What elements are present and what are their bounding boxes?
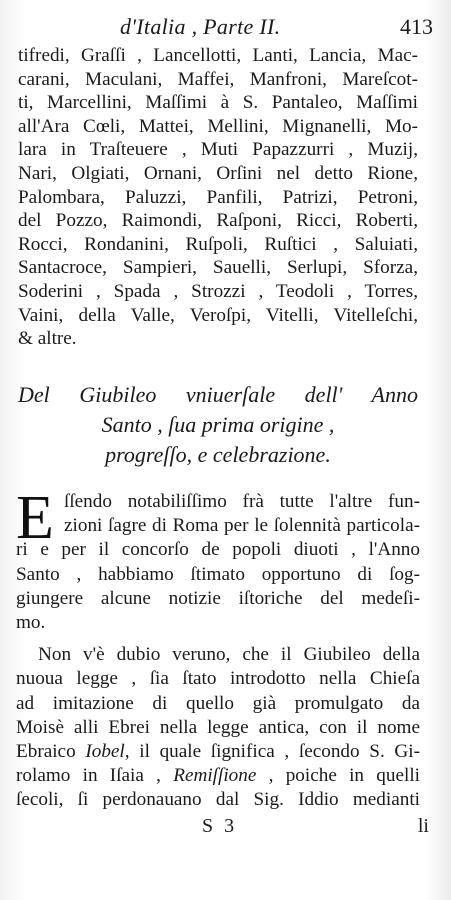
paragraph-line: zioni ſagre di Roma per le ſolennità particola-: [64, 515, 420, 537]
line-text: Ebraico: [16, 740, 86, 762]
text-line: Vaini, della Valle, Veroſpi, Vitelli, Vitelleſchi,: [18, 304, 418, 326]
running-head: d'Italia , Parte II.: [120, 14, 281, 39]
page-header: [16, 14, 433, 40]
text-line: tifredi, Graſſi , Lancellotti, Lanti, Lancia, Mac-: [18, 45, 418, 66]
line-text: rolamo in Iſaia ,: [16, 765, 174, 787]
text-line: lara in Traſteuere , Muti Papazzurri , Muzij,: [18, 139, 418, 161]
body-text: [16, 484, 420, 812]
text-line: carani, Maculani, Maffei, Manfroni, Mareſcot-: [18, 68, 418, 90]
paragraph-line: [16, 740, 420, 764]
italic-term: Iobel: [85, 740, 125, 762]
paragraph-line: [16, 764, 420, 788]
text-line: & altre.: [18, 328, 77, 350]
page-footer: [18, 815, 433, 841]
text-line: del Pozzo, Raimondi, Raſponi, Ricci, Roberti,: [18, 210, 418, 232]
drop-cap: E: [16, 484, 54, 552]
heading-line: progreſſo, e celebrazione.: [105, 442, 331, 467]
text-line: Soderini , Spada , Strozzi , Teodoli , Torres,: [18, 280, 418, 302]
page-number: 413: [400, 14, 433, 39]
heading-line: Del Giubileo vniuerſale dell' Anno: [18, 382, 418, 407]
families-list: [18, 44, 418, 351]
catchword: li: [417, 815, 429, 837]
text-line: ti, Marcellini, Maſſimi à S. Pantaleo, Maſſimi: [18, 92, 418, 114]
italic-term: Remiſſione: [173, 765, 257, 787]
paragraph-line: Santo , habbiamo ſtimato opportuno di ſog-: [16, 563, 420, 585]
paragraph-line: ſſendo notabiliſſimo frà tutte l'altre fun-: [64, 491, 420, 512]
line-text: , il quale ſignifica , ſecondo S. Gi-: [124, 740, 420, 762]
paragraph-line: mo.: [16, 611, 46, 633]
text-line: Nari, Olgiati, Ornani, Orſini nel detto Rione,: [18, 162, 418, 184]
paragraph-line: nuoua legge , ſia ſtato introdotto nella Chieſa: [16, 668, 420, 690]
paragraph-line: Non v'è dubio veruno, che il Giubileo della: [38, 644, 420, 666]
text-line: Palombara, Paluzzi, Panfili, Patrizi, Petroni,: [18, 186, 418, 208]
text-line: Rocci, Rondanini, Ruſpoli, Ruſtici , Saluiati,: [18, 233, 418, 255]
text-line: all'Ara Cœli, Mattei, Mellini, Mignanelli, Mo-: [18, 115, 418, 137]
heading-line: Santo , ſua prima origine ,: [101, 412, 335, 437]
paragraph-line: Moisè alli Ebrei nella legge antica, con il nome: [16, 716, 420, 738]
paragraph-line: giungere alcune notizie iſtoriche del medeſi-: [16, 587, 420, 609]
paragraph-line: ri e per il concorſo de popoli diuoti , l'Anno: [16, 539, 420, 561]
line-text: , poiche in quelli: [256, 765, 420, 787]
paragraph-line: ad imitazione di quello già promulgato da: [16, 692, 420, 714]
paragraph-line: ſecoli, ſi perdonauano dal Sig. Iddio medianti: [16, 789, 420, 811]
text-line: Santacroce, Sampieri, Sauelli, Serlupi, Sforza,: [18, 257, 418, 279]
signature-mark: S 3: [202, 815, 238, 837]
section-heading: [18, 380, 418, 470]
paragraph-gap: [16, 635, 420, 643]
